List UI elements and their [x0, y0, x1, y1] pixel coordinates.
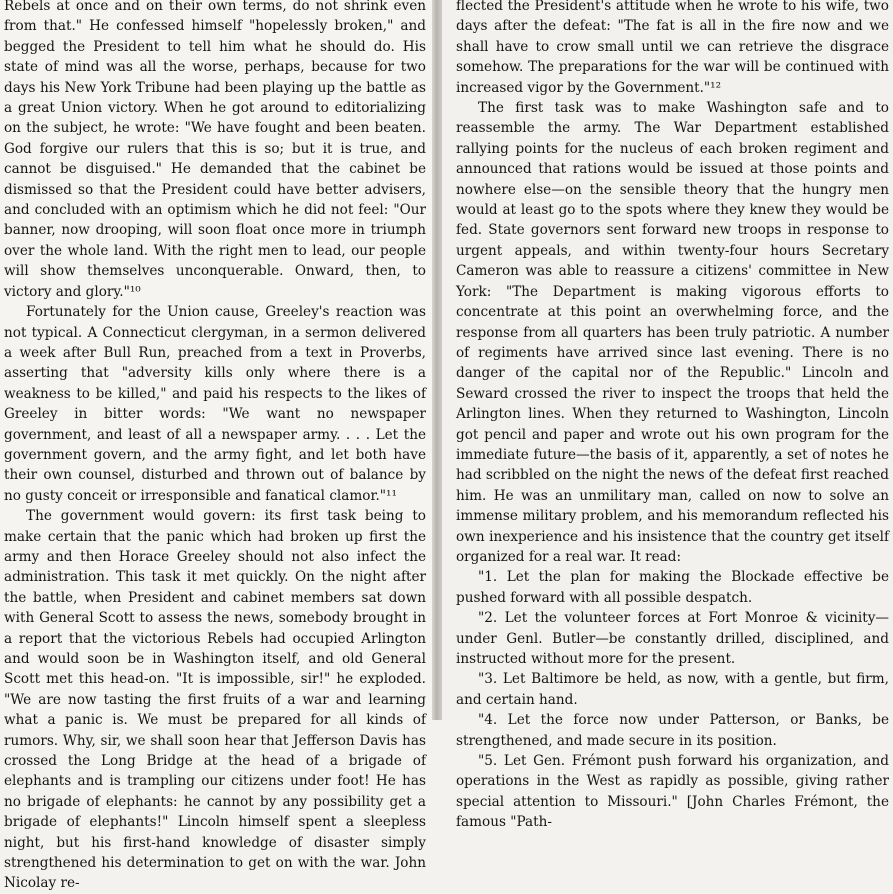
left-paragraph-2: Fortunately for the Union cause, Greeley's reaction was not typical. A Connecticut clergyman, in a sermon delivered a week after Bull Run, preached from a text in Proverbs, asserting that "adversity kills only where there is a weakness to be killed," and paid his respects to the likes of Greeley in bitter words: "We want no newspaper government, and least of all a newspaper army. . . . Let the government govern, and the army fight, and let both have their own counsel, disturbed and thrown out of balance by no gusty conceit or irresponsible and fanatical clamor."¹¹: [4, 304, 426, 504]
memorandum-item-3: "3. Let Baltimore be held, as now, with a gentle, but firm, and certain hand.: [456, 671, 889, 708]
memorandum-item-2: "2. Let the volunteer forces at Fort Monroe & vicinity—under Genl. Butler—be constantly drilled, disciplined, and instructed without more for the present.: [456, 610, 889, 667]
left-page: [0, 0, 432, 892]
book-gutter: [432, 0, 442, 720]
memorandum-item-5: "5. Let Gen. Frémont push forward his organization, and operations in the West as rapidly as possible, giving rather special attention to Missouri." [John Charles Frémont, the famous "Path-: [456, 753, 889, 831]
memorandum-item-1: "1. Let the plan for making the Blockade effective be pushed forward with all possible despatch.: [456, 569, 889, 606]
left-paragraph-1: Rebels at once and on their own terms, do not shrink even from that." He confessed himself "hopelessly broken," and begged the President to tell him what he should do. His state of mind was all the worse, perhaps, because for two days his New York Tribune had been playing up the battle as a great Union victory. When he got around to editorializing on the subject, he wrote: "We have fought and been beaten. God forgive our rulers that this is so; but it is true, and cannot be disguised." He demanded that the cabinet be dismissed so that the President could have better advisers, and concluded with an optimism which he did not feel: "Our banner, now drooping, will soon float once more in triumph over the whole land. With the right men to lead, our people will show themselves unconquerable. Onward, then, to victory and glory."¹⁰: [4, 0, 426, 300]
left-paragraph-3: The government would govern: its first task being to make certain that the panic which had broken up first the army and then Horace Greeley should not also infect the administration. This task it met quickly. On the night after the battle, when President and cabinet members sat down with General Scott to assess the news, somebody brought in a report that the victorious Rebels had occupied Arlington and would soon be in Washington itself, and old General Scott met this head-on. "It is impossible, sir!" he exploded. "We are now tasting the first fruits of a war and learning what a panic is. We must be prepared for all kinds of rumors. Why, sir, we shall soon hear that Jefferson Davis has crossed the Long Bridge at the head of a brigade of elephants and is trampling our citizens under foot! He has no brigade of elephants: he cannot by any possibility get a brigade of elephants!" Lincoln himself spent a sleepless night, but his first-hand knowledge of disaster simply strengthened his determination to get on with the war. John Nicolay re-: [4, 508, 426, 892]
lincoln-memorandum-list: [456, 567, 889, 832]
right-page: [442, 0, 893, 831]
memorandum-item-4: "4. Let the force now under Patterson, or Banks, be strengthened, and made secure in its position.: [456, 712, 889, 749]
right-paragraph-2: The first task was to make Washington safe and to reassemble the army. The War Department established rallying points for the nucleus of each broken regiment and announced that rations would be issued at those points and nowhere else—on the sensible theory that the hungry men would at least go to the spots where they knew they would be fed. State governors sent forward new troops in response to urgent appeals, and within twenty-four hours Secretary Cameron was able to reassure a citizens' committee in New York: "The Department is making vigorous efforts to concentrate at this point an overwhelming force, and the response from all quarters has been truly patriotic. A number of regiments have arrived since last evening. There is no danger of the capital nor of the Republic." Lincoln and Seward crossed the river to inspect the troops that held the Arlington lines. When they returned to Washington, Lincoln got pencil and paper and wrote out his own program for the immediate future—the basis of it, apparently, a set of notes he had scribbled on the night the news of the defeat first reached him. He was an unmilitary man, called on now to solve an immense military problem, and his memorandum reflected his own inexperience and his insistence that the country get itself organized for a real war. It read:: [456, 100, 889, 565]
right-paragraph-1: flected the President's attitude when he wrote to his wife, two days after the defeat: "The fat is all in the fire now and we shall have to crow small until we can retrieve the disgrace somehow. The preparations for the war will be continued with increased vigor by the Government."¹²: [456, 0, 889, 96]
